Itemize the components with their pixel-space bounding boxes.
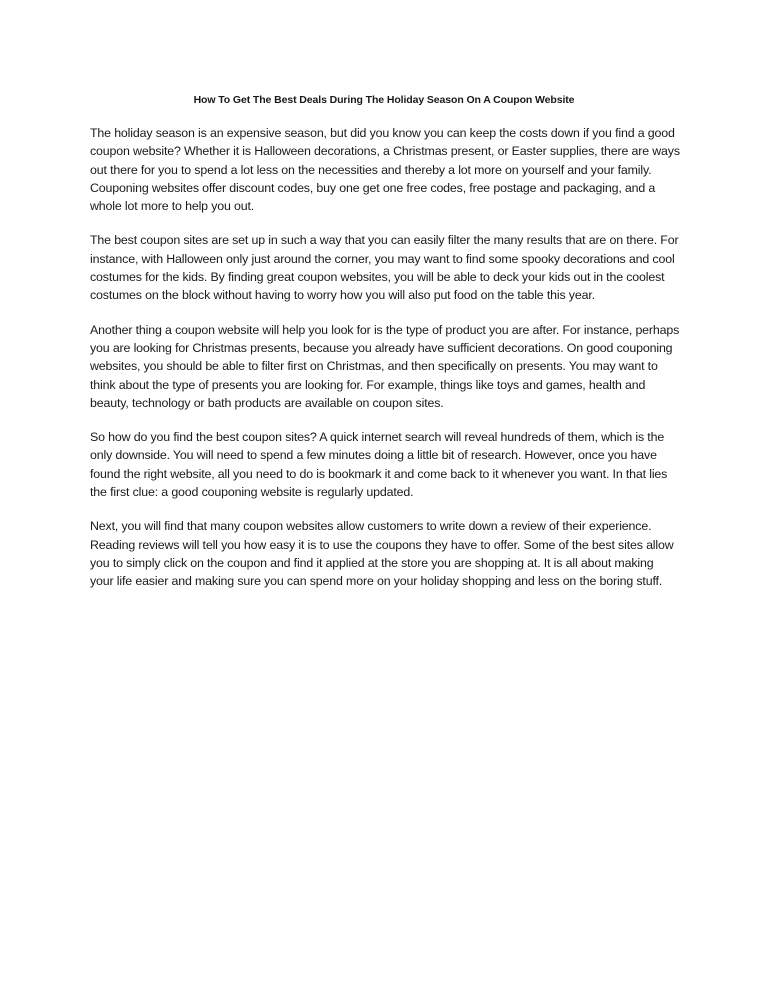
document-body [90,124,680,607]
document-title: How To Get The Best Deals During The Holiday Season On A Coupon Website [193,94,575,106]
paragraph-3: Another thing a coupon website will help you look for is the type of product you are after. For instance, perhaps you are looking for Christmas presents, because you already have sufficient decorations. On good couponing websites, you should be able to filter first on Christmas, and then specifically on presents. You may want to think about the type of presents you are looking for. For example, things like toys and games, health and beauty, technology or bath products are available on coupon sites. [90,322,680,410]
paragraph-4: So how do you find the best coupon sites? A quick internet search will reveal hundreds of them, which is the only downside. You will need to spend a few minutes doing a little bit of research. However, once you have found the right website, all you need to do is bookmark it and come back to it whenever you want. In that lies the first clue: a good couponing website is regularly updated. [90,430,668,500]
paragraph-1: The holiday season is an expensive season, but did you know you can keep the costs down if you find a good coupon website? Whether it is Halloween decorations, a Christmas present, or Easter supplies, there are ways out there for you to spend a lot less on the necessities and thereby a lot more on yourself and your family. Couponing websites offer discount codes, buy one get one free codes, free postage and packaging, and a whole lot more to help you out. [90,126,680,214]
paragraph-5: Next, you will find that many coupon websites allow customers to write down a review of their experience. Reading reviews will tell you how easy it is to use the coupons they have to offer. Some of the best sites allow you to simply click on the coupon and find it applied at the store you are shopping at. It is all about making your life easier and making sure you can spend more on your holiday shopping and less on the boring stuff. [90,519,674,589]
paragraph-2: The best coupon sites are set up in such a way that you can easily filter the many results that are on there. For instance, with Halloween only just around the corner, you may want to find some spooky decorations and cool costumes for the kids. By finding great coupon websites, you will be able to deck your kids out in the coolest costumes on the block without having to worry how you will also put food on the table this year. [90,233,679,303]
